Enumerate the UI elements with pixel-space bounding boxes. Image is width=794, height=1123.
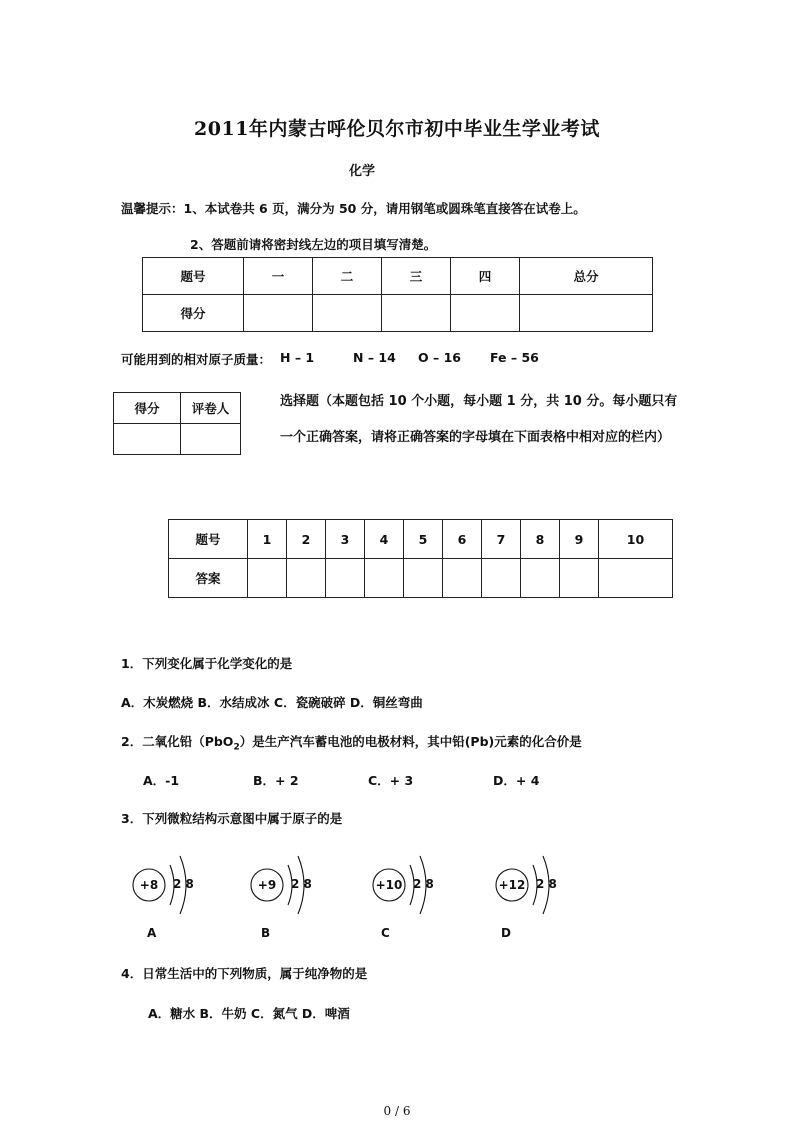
atom-d-nucleus: +12 bbox=[498, 878, 526, 892]
atom-a-letter: A bbox=[147, 926, 157, 940]
question-2-stem-a: 2．二氧化铅（PbO bbox=[121, 734, 234, 749]
score-blank-cell[interactable] bbox=[520, 295, 653, 332]
question-2-option-c: C．+ 3 bbox=[368, 773, 414, 788]
answer-blank-cell[interactable] bbox=[404, 559, 443, 598]
note-line-2: 2、答题前请将密封线左边的项目填写清楚。 bbox=[190, 237, 437, 252]
atom-b-letter: B bbox=[261, 926, 271, 940]
score-blank-cell[interactable] bbox=[313, 295, 382, 332]
score-blank-cell[interactable] bbox=[451, 295, 520, 332]
question-1-stem: 1．下列变化属于化学变化的是 bbox=[121, 656, 293, 671]
atom-d-shells: 2 8 bbox=[536, 877, 557, 891]
score-header-cell: 二 bbox=[313, 258, 382, 295]
question-number-cell: 8 bbox=[521, 520, 560, 559]
note-line-1: 温馨提示：1、本试卷共 6 页，满分为 50 分，请用钢笔或圆珠笔直接答在试卷上。 bbox=[121, 201, 586, 216]
question-number-cell: 5 bbox=[404, 520, 443, 559]
page-number: 0 / 6 bbox=[383, 1104, 411, 1118]
atom-diagram-d[interactable] bbox=[493, 850, 573, 920]
grader-blank-cell[interactable] bbox=[114, 424, 181, 455]
score-header-cell: 四 bbox=[451, 258, 520, 295]
answer-row-label: 题号 bbox=[169, 520, 248, 559]
answer-row-label: 答案 bbox=[169, 559, 248, 598]
atom-a-nucleus: +8 bbox=[139, 878, 159, 892]
atomic-mass-fe: Fe – 56 bbox=[490, 350, 539, 365]
question-number-cell: 9 bbox=[560, 520, 599, 559]
exam-title: 2011年内蒙古呼伦贝尔市初中毕业生学业考试 bbox=[194, 118, 600, 140]
question-2-stem bbox=[121, 732, 582, 753]
atom-b-shells: 2 8 bbox=[291, 877, 312, 891]
atomic-mass-n: N – 14 bbox=[353, 350, 396, 365]
grader-table bbox=[113, 392, 241, 455]
atom-diagram-a[interactable] bbox=[130, 850, 210, 920]
score-blank-cell[interactable] bbox=[244, 295, 313, 332]
score-header-cell: 一 bbox=[244, 258, 313, 295]
grader-blank-cell[interactable] bbox=[181, 424, 241, 455]
atom-b-nucleus: +9 bbox=[257, 878, 277, 892]
atom-c-shells: 2 8 bbox=[413, 877, 434, 891]
question-number-cell: 3 bbox=[326, 520, 365, 559]
score-header-cell: 题号 bbox=[143, 258, 244, 295]
question-number-cell: 4 bbox=[365, 520, 404, 559]
question-2-option-d: D．+ 4 bbox=[493, 773, 540, 788]
atom-c-nucleus: +10 bbox=[375, 878, 403, 892]
grader-header-score: 得分 bbox=[114, 393, 181, 424]
question-4-options: A．糖水 B．牛奶 C．氮气 D．啤酒 bbox=[148, 1006, 350, 1021]
answer-blank-cell[interactable] bbox=[560, 559, 599, 598]
score-blank-cell[interactable] bbox=[382, 295, 451, 332]
answer-table bbox=[168, 519, 673, 598]
score-header-cell: 总分 bbox=[520, 258, 653, 295]
question-number-cell: 10 bbox=[599, 520, 673, 559]
atom-diagram-c[interactable] bbox=[370, 850, 450, 920]
question-1-options: A．木炭燃烧 B．水结成冰 C．瓷碗破碎 D．铜丝弯曲 bbox=[121, 695, 423, 710]
question-2-option-a: A．-1 bbox=[143, 773, 180, 788]
answer-blank-cell[interactable] bbox=[248, 559, 287, 598]
section-intro: 选择题（本题包括 10 个小题，每小题 1 分，共 10 分。每小题只有一个正确答案，请将正确答案的字母填在下面表格中相对应的栏内） bbox=[280, 394, 678, 445]
atom-a-shells: 2 8 bbox=[173, 877, 194, 891]
score-table bbox=[142, 257, 653, 332]
atom-c-letter: C bbox=[381, 926, 390, 940]
question-number-cell: 1 bbox=[248, 520, 287, 559]
score-row-label: 得分 bbox=[143, 295, 244, 332]
question-2-stem-b: ）是生产汽车蓄电池的电极材料，其中铅(Pb)元素的化合价是 bbox=[239, 734, 582, 749]
atomic-mass-h: H – 1 bbox=[280, 350, 315, 365]
answer-blank-cell[interactable] bbox=[326, 559, 365, 598]
atomic-mass-label: 可能用到的相对原子质量： bbox=[121, 352, 272, 367]
atom-diagram-b[interactable] bbox=[248, 850, 328, 920]
question-2-subscript: 2 bbox=[233, 742, 240, 753]
atomic-mass-o: O – 16 bbox=[418, 350, 461, 365]
answer-blank-cell[interactable] bbox=[443, 559, 482, 598]
question-4-stem: 4．日常生活中的下列物质，属于纯净物的是 bbox=[121, 966, 368, 981]
answer-blank-cell[interactable] bbox=[365, 559, 404, 598]
answer-blank-cell[interactable] bbox=[521, 559, 560, 598]
answer-blank-cell[interactable] bbox=[287, 559, 326, 598]
answer-blank-cell[interactable] bbox=[482, 559, 521, 598]
atom-d-letter: D bbox=[501, 926, 511, 940]
grader-header-reviewer: 评卷人 bbox=[181, 393, 241, 424]
question-number-cell: 6 bbox=[443, 520, 482, 559]
subject-title: 化学 bbox=[348, 164, 375, 179]
question-2-option-b: B．+ 2 bbox=[253, 773, 299, 788]
question-3-stem: 3．下列微粒结构示意图中属于原子的是 bbox=[121, 811, 343, 826]
score-header-cell: 三 bbox=[382, 258, 451, 295]
question-number-cell: 7 bbox=[482, 520, 521, 559]
answer-blank-cell[interactable] bbox=[599, 559, 673, 598]
question-number-cell: 2 bbox=[287, 520, 326, 559]
